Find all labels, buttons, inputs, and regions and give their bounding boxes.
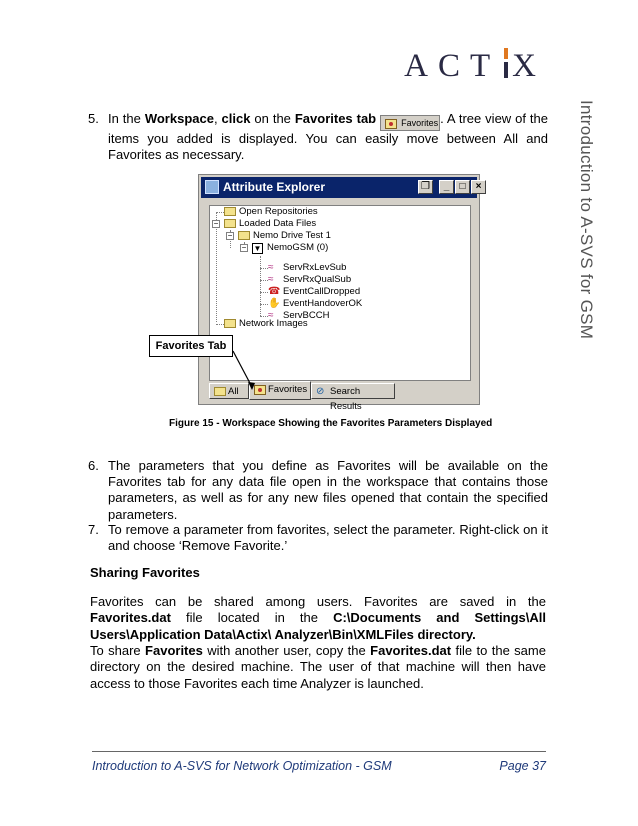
favorites-tab-image: Favorites: [380, 115, 440, 131]
search-icon: ⊘: [316, 386, 325, 397]
actix-logo: ACT X: [404, 48, 546, 84]
footer-divider: [92, 751, 546, 752]
signal-icon: ≈: [268, 310, 274, 321]
step-7: 7. To remove a parameter from favorites, select the parameter. Right-click on it and choose ‘Remove Favorite.’: [88, 522, 548, 554]
collapse-icon[interactable]: −: [227, 231, 233, 240]
close-button[interactable]: ×: [471, 180, 486, 194]
step-5: 5. In the Workspace, click on the Favorites tab Favorites . A tree view of the items you added is displayed. You can easily move between All and Favorites as necessary.: [88, 111, 549, 163]
step-number: 7.: [88, 522, 99, 537]
signal-icon: ≈: [268, 274, 274, 285]
tab-all[interactable]: All: [209, 383, 249, 399]
attribute-tree[interactable]: Open Repositories − Loaded Data Files − Nemo Drive Test 1 − ▼ NemoGSM (0) ≈ ServRxLevSub ≈ ServRxQualSub ☎ EventCallDropped ✋ EventHandoverOK ≈ ServBCCH Network Images: [209, 205, 471, 381]
collapse-icon[interactable]: −: [213, 219, 219, 228]
tab-favorites[interactable]: Favorites: [249, 381, 311, 400]
hand-green-icon: ✋: [268, 298, 281, 309]
footer-title: Introduction to A-SVS for Network Optimization - GSM: [92, 759, 392, 773]
minimize-button[interactable]: _: [439, 180, 454, 194]
tab-search-results[interactable]: ⊘ Search Results: [311, 383, 395, 399]
favorites-tab-callout: Favorites Tab: [149, 335, 233, 357]
side-section-title: Introduction to A-SVS for GSM: [577, 100, 596, 340]
step-number: 6.: [88, 458, 99, 473]
window-title: Attribute Explorer: [223, 180, 326, 194]
step-number: 5.: [88, 111, 99, 126]
step-6: 6. The parameters that you define as Favorites will be available on the Favorites tab for any data file open in the workspace that contains those parameters, as well as for any new files opened that contain the specified parameters.: [88, 458, 548, 522]
signal-icon: ≈: [268, 262, 274, 273]
collapse-icon[interactable]: −: [241, 243, 247, 252]
sharing-paragraph-1: Favorites can be shared among users. Favorites are saved in the Favorites.dat file located in the C:\Documents and Settings\All Users\Application Data\Actix\ Analyzer\Bin\XMLFiles directory.: [90, 594, 546, 642]
filter-icon: ▼: [253, 244, 262, 253]
phone-red-icon: ☎: [268, 286, 281, 297]
page-number: Page 37: [499, 759, 546, 773]
figure-caption: Figure 15 - Workspace Showing the Favorites Parameters Displayed: [169, 418, 493, 429]
restore-button[interactable]: ❐: [418, 180, 433, 194]
section-heading: Sharing Favorites: [90, 565, 200, 580]
sharing-paragraph-2: To share Favorites with another user, copy the Favorites.dat file to the same directory on the desired machine. The user of that machine will then have access to those Favorites each time Analyzer is launched.: [90, 643, 546, 691]
maximize-button[interactable]: □: [455, 180, 470, 194]
